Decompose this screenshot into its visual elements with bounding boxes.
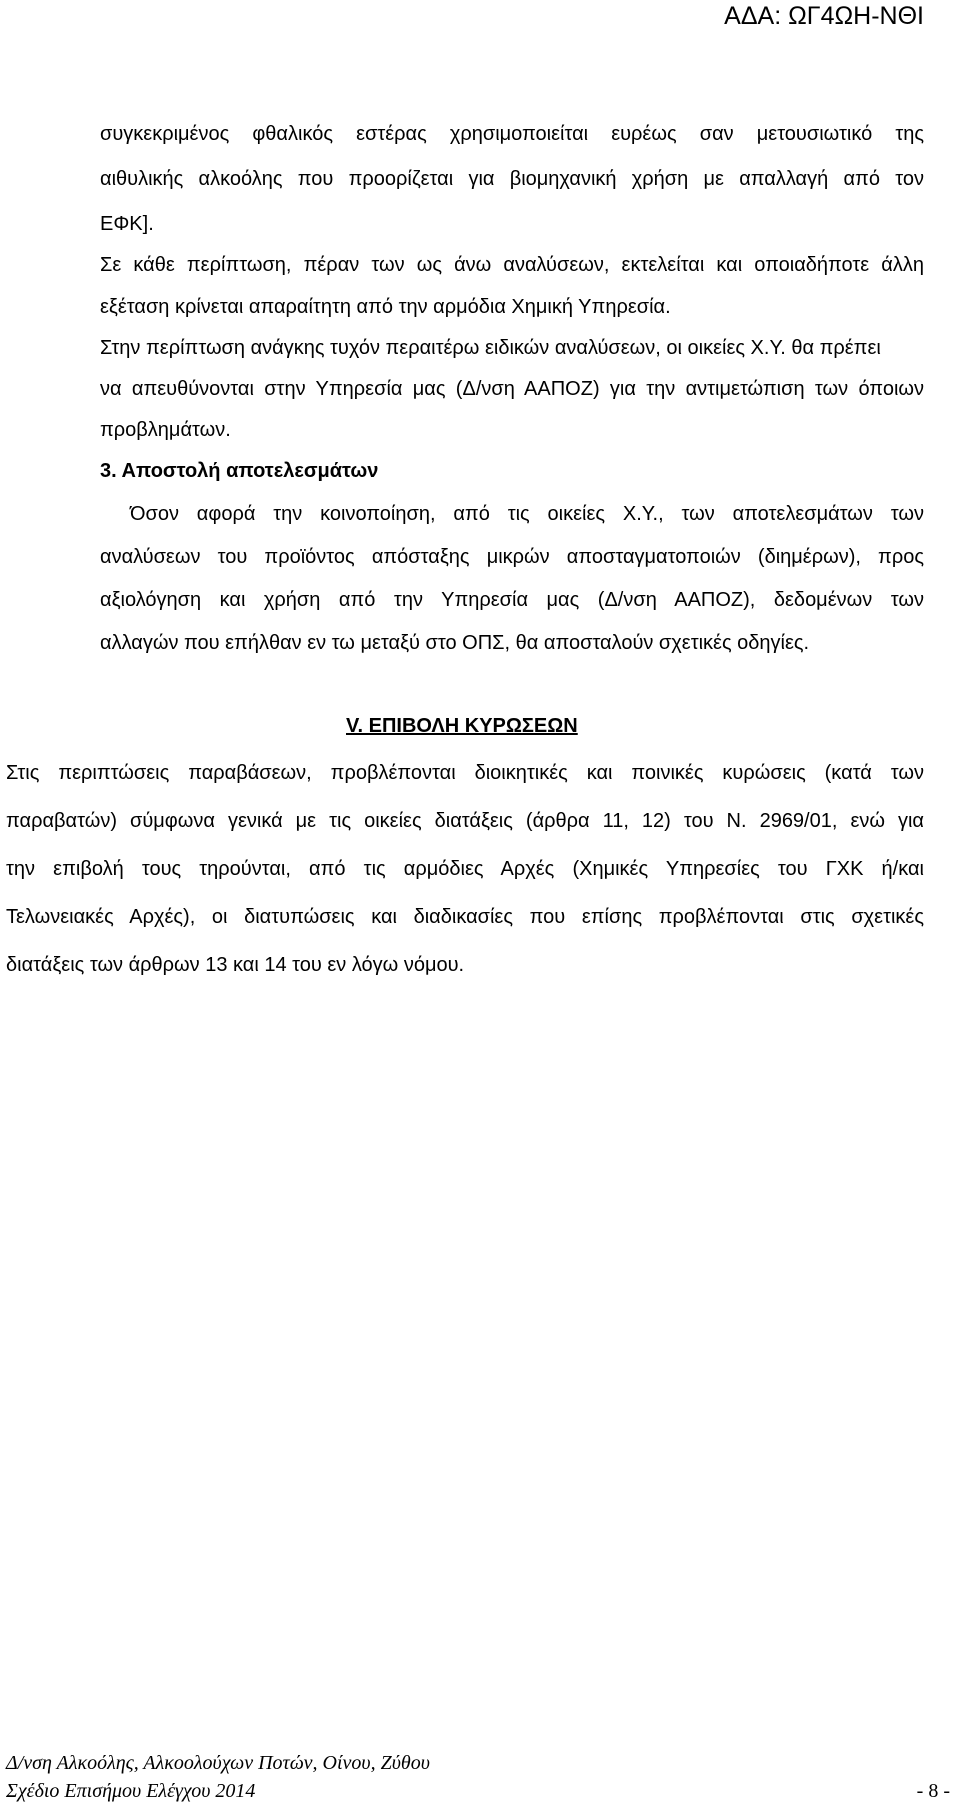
section-3-heading: 3. Αποστολή αποτελεσμάτων (100, 460, 379, 482)
p1-line-1: συγκεκριμένος φθαλικός εστέρας χρησιμοποιείται ευρέως σαν μετουσιωτικό της (100, 123, 924, 145)
p3-line-2: να απευθύνονται στην Υπηρεσία μας (Δ/νση ΑΑΠΟΖ) για την αντιμετώπιση των όποιων (100, 378, 924, 400)
p2-line-2: εξέταση κρίνεται απαραίτητη από την αρμόδια Χημική Υπηρεσία. (100, 296, 671, 318)
ada-code: ΑΔΑ: ΩΓ4ΩΗ-ΝΘΙ (724, 2, 924, 30)
p1-line-3: ΕΦΚ]. (100, 213, 154, 235)
footer-plan-title: Σχέδιο Επισήμου Ελέγχου 2014 (6, 1780, 256, 1802)
p4-line-3: αξιολόγηση και χρήση από την Υπηρεσία μας (Δ/νση ΑΑΠΟΖ), δεδομένων των (100, 589, 924, 611)
footer-department: Δ/νση Αλκοόλης, Αλκοολούχων Ποτών, Οίνου, Ζύθου (6, 1752, 430, 1774)
p1-line-2: αιθυλικής αλκοόλης που προορίζεται για βιομηχανική χρήση με απαλλαγή από τον (100, 168, 924, 190)
p5-line-5: διατάξεις των άρθρων 13 και 14 του εν λόγω νόμου. (6, 954, 465, 976)
p5-line-2: παραβατών) σύμφωνα γενικά με τις οικείες διατάξεις (άρθρα 11, 12) του Ν. 2969/01, ενώ για (6, 810, 924, 832)
p5-line-3: την επιβολή τους τηρούνται, από τις αρμόδιες Αρχές (Χημικές Υπηρεσίες του ΓΧΚ ή/και (6, 858, 924, 880)
p4-line-4: αλλαγών που επήλθαν εν τω μεταξύ στο ΟΠΣ, θα αποσταλούν σχετικές οδηγίες. (100, 632, 810, 654)
p5-line-1: Στις περιπτώσεις παραβάσεων, προβλέπονται διοικητικές και ποινικές κυρώσεις (κατά των (6, 762, 924, 784)
p3-line-1: Στην περίπτωση ανάγκης τυχόν περαιτέρω ειδικών αναλύσεων, οι οικείες Χ.Υ. θα πρέπει (100, 337, 881, 359)
p4-line-1: Όσον αφορά την κοινοποίηση, από τις οικείες Χ.Υ., των αποτελεσμάτων των (130, 503, 924, 525)
p4-line-2: αναλύσεων του προϊόντος απόσταξης μικρών αποσταγματοποιών (διημέρων), προς (100, 546, 924, 568)
p5-line-4: Τελωνειακές Αρχές), οι διατυπώσεις και διαδικασίες που επίσης προβλέπονται στις σχετικές (6, 906, 924, 928)
p3-line-3: προβλημάτων. (100, 419, 231, 441)
page-number: - 8 - (916, 1780, 950, 1802)
section-v-heading: V. ΕΠΙΒΟΛΗ ΚΥΡΩΣΕΩΝ (346, 715, 578, 737)
p2-line-1: Σε κάθε περίπτωση, πέραν των ως άνω αναλύσεων, εκτελείται και οποιαδήποτε άλλη (100, 254, 924, 276)
